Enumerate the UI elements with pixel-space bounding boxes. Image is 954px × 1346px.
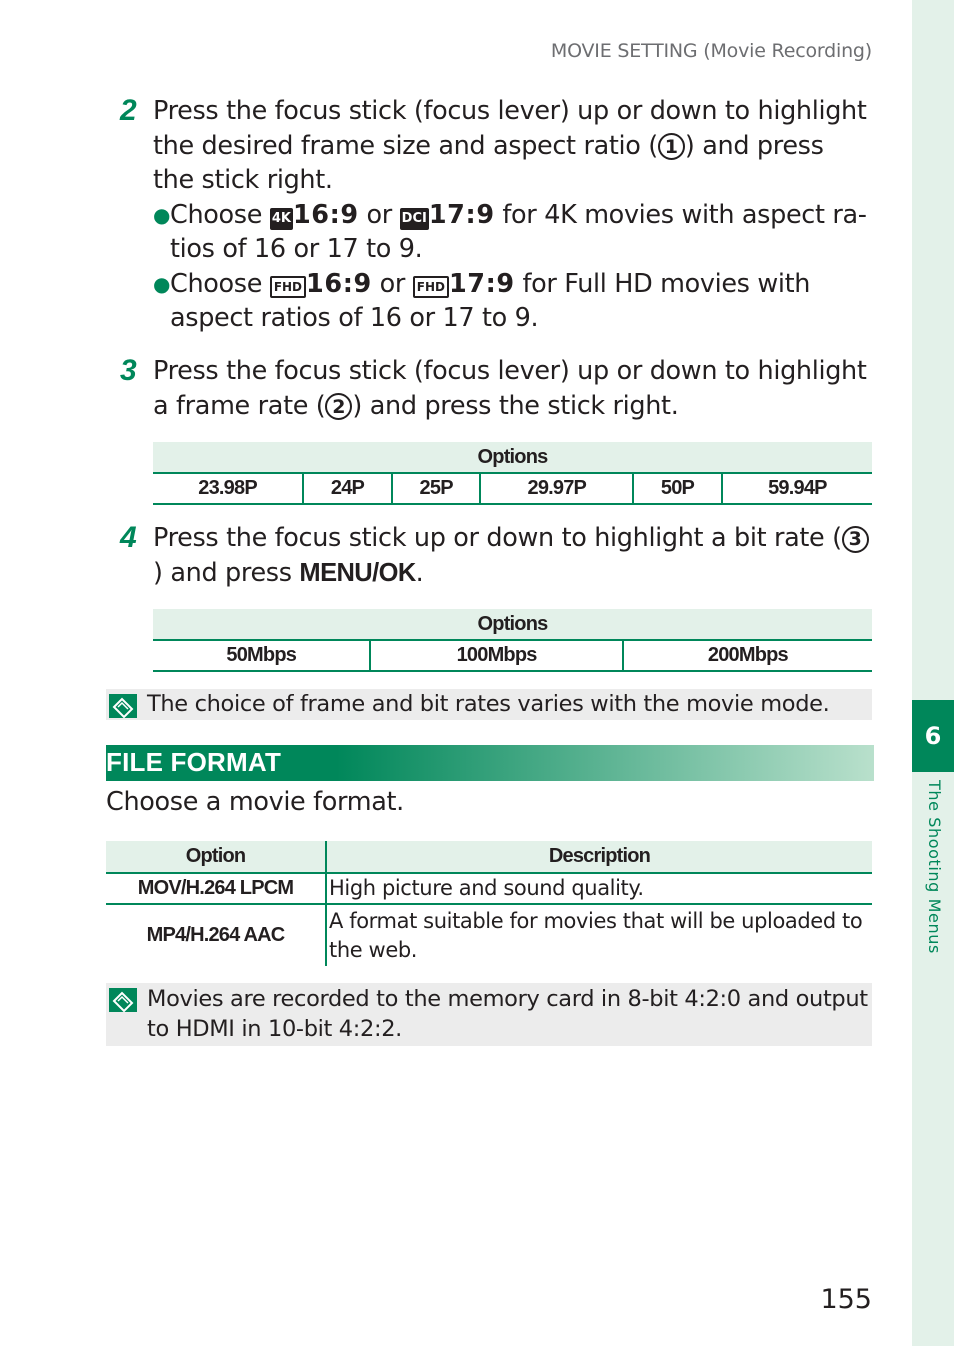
step-4 xyxy=(106,521,872,590)
chapter-side-tab xyxy=(912,0,954,1346)
table-row xyxy=(153,640,872,671)
option-cell: 100Mbps xyxy=(370,640,622,671)
table-header: Options xyxy=(153,442,872,473)
step-number: 4 xyxy=(120,521,137,554)
option-cell: 59.94P xyxy=(722,473,872,504)
note-icon xyxy=(108,693,138,719)
chapter-number-tab[interactable]: 6 xyxy=(912,700,954,772)
option-cell: 29.97P xyxy=(480,473,633,504)
file-format-table xyxy=(106,841,872,966)
note-recording-format xyxy=(106,983,872,1046)
description-cell: A format suitable for movies that will be uploaded to the web. xyxy=(329,908,863,962)
column-header-description: Description xyxy=(326,841,872,873)
step-number: 2 xyxy=(120,94,137,127)
option-cell: 23.98P xyxy=(153,473,303,504)
section-title: FILE FORMAT xyxy=(106,747,282,777)
option-cell: 25P xyxy=(392,473,481,504)
bullet-dot: ● xyxy=(153,271,171,296)
section-heading-bar xyxy=(106,745,874,781)
4k-icon: 4K xyxy=(270,208,293,230)
description-cell: High picture and sound quality. xyxy=(326,873,872,904)
table-row xyxy=(106,904,872,966)
section-intro: Choose a movie format. xyxy=(106,787,404,817)
callout-3: 3 xyxy=(842,526,869,553)
note-text: Movies are recorded to the memory card in 8-bit 4:2:0 and output to HDMI in 10-bit 4:2:2. xyxy=(147,986,868,1042)
menu-ok-button-label: MENU/OK xyxy=(299,558,416,587)
step-3 xyxy=(106,354,872,423)
note-text: The choice of frame and bit rates varies with the movie mode. xyxy=(147,691,830,717)
chapter-title-label: The Shooting Menus xyxy=(925,780,944,954)
option-cell: 24P xyxy=(303,473,392,504)
fhd-icon: FHD xyxy=(270,276,306,298)
frame-rate-options-table xyxy=(153,442,872,505)
option-cell: MP4/H.264 AAC xyxy=(106,904,326,966)
callout-1: 1 xyxy=(658,133,685,160)
dci-icon: DCI xyxy=(400,208,429,230)
step-text: Press the focus stick up or down to highlight a bit rate ( 3) and press MENU/OK. xyxy=(153,521,872,590)
column-header-option: Option xyxy=(106,841,326,873)
bullet-4k: ● Choose 4K16:9 or DCI17:9 for 4K movies with aspect ratios of 16 or 17 to 9. xyxy=(153,199,867,264)
page-number: 155 xyxy=(820,1284,872,1315)
step-2 xyxy=(106,94,872,336)
callout-2: 2 xyxy=(325,393,352,420)
step-text: Press the focus stick (focus lever) up or down to highlight a frame rate ( 2 ) and press the stick right. xyxy=(153,356,867,421)
step-text: Press the focus stick (focus lever) up or down to highlight the desired frame size and aspect ratio ( 1 ) and press the stick right. xyxy=(153,96,867,195)
bullet-fhd: ● Choose FHD 16:9 or FHD 17:9 for Full HD movies with aspect ratios of 16 or 17 to 9. xyxy=(153,268,811,333)
table-row xyxy=(153,473,872,504)
option-cell: 50P xyxy=(633,473,722,504)
step-number: 3 xyxy=(120,354,137,387)
note-frame-bit-rates xyxy=(106,689,872,720)
note-icon xyxy=(108,987,138,1013)
bit-rate-options-table xyxy=(153,609,872,672)
bullet-dot: ● xyxy=(153,202,171,227)
table-header: Options xyxy=(153,609,872,640)
table-row xyxy=(106,873,872,904)
option-cell: 200Mbps xyxy=(623,640,872,671)
option-cell: MOV/H.264 LPCM xyxy=(106,873,326,904)
option-cell: 50Mbps xyxy=(153,640,370,671)
running-header: MOVIE SETTING (Movie Recording) xyxy=(550,40,872,62)
fhd-icon: FHD xyxy=(413,276,449,298)
